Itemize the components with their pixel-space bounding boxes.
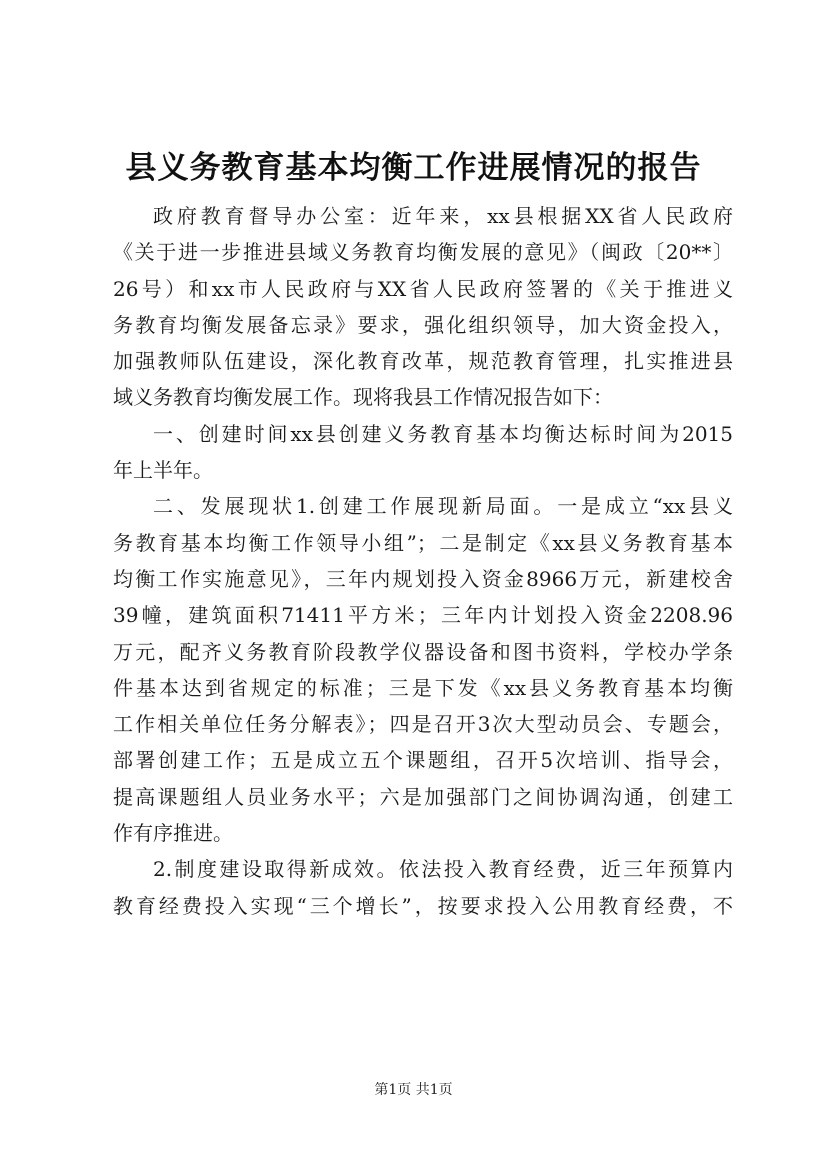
text-line: 均衡工作实施意见》，三年内规划投入资金8966万元，新建校舍: [113, 566, 733, 591]
page-number-footer: 第1页 共1页: [374, 1082, 453, 1098]
text-line: 《关于进一步推进县域义务教育均衡发展的意见》（闽政〔20**〕: [113, 240, 733, 265]
text-line: 万元，配齐义务教育阶段教学仪器设备和图书资料，学校办学条: [113, 639, 733, 664]
paragraph: [113, 488, 733, 851]
text-line: 加强教师队伍建设，深化教育改革，规范教育管理，扎实推进县: [113, 349, 733, 374]
text-line: 提高课题组人员业务水平；六是加强部门之间协调沟通，创建工: [113, 784, 733, 809]
text-line: 作有序推进。: [113, 821, 233, 846]
text-line: 工作相关单位任务分解表》；四是召开3次大型动员会、专题会，: [113, 712, 733, 737]
text-line: 政府教育督导办公室：近年来，xx县根据XX省人民政府: [153, 204, 733, 228]
text-line: 一、创建时间xx县创建义务教育基本均衡达标时间为2015: [153, 421, 733, 446]
text-line: 部署创建工作；五是成立五个课题组，召开5次培训、指导会，: [113, 748, 733, 773]
text-line: 年上半年。: [113, 458, 213, 483]
text-line: 教育经费投入实现“三个增长”，按要求投入公用教育经费，不: [113, 893, 733, 918]
paragraph: [113, 416, 733, 489]
text-line: 域义务教育均衡发展工作。现将我县工作情况报告如下：: [113, 385, 613, 410]
text-line: 39幢，建筑面积71411平方米；三年内计划投入资金2208.96: [113, 603, 733, 628]
text-line: 务教育均衡发展备忘录》要求，强化组织领导，加大资金投入，: [113, 312, 733, 337]
document-title: 县义务教育基本均衡工作进展情况的报告: [125, 150, 702, 186]
text-line: 二、发展现状1.创建工作展现新局面。一是成立“xx县义: [153, 494, 733, 519]
text-line: 务教育基本均衡工作领导小组”；二是制定《xx县义务教育基本: [113, 530, 733, 555]
text-line: 26号）和xx市人民政府与XX省人民政府签署的《关于推进义: [113, 276, 733, 301]
document-body: [113, 198, 733, 924]
text-line: 2.制度建设取得新成效。依法投入教育经费，近三年预算内: [153, 857, 733, 882]
paragraph: [113, 198, 733, 416]
paragraph: [113, 851, 733, 924]
text-line: 件基本达到省规定的标准；三是下发《xx县义务教育基本均衡: [113, 675, 733, 700]
